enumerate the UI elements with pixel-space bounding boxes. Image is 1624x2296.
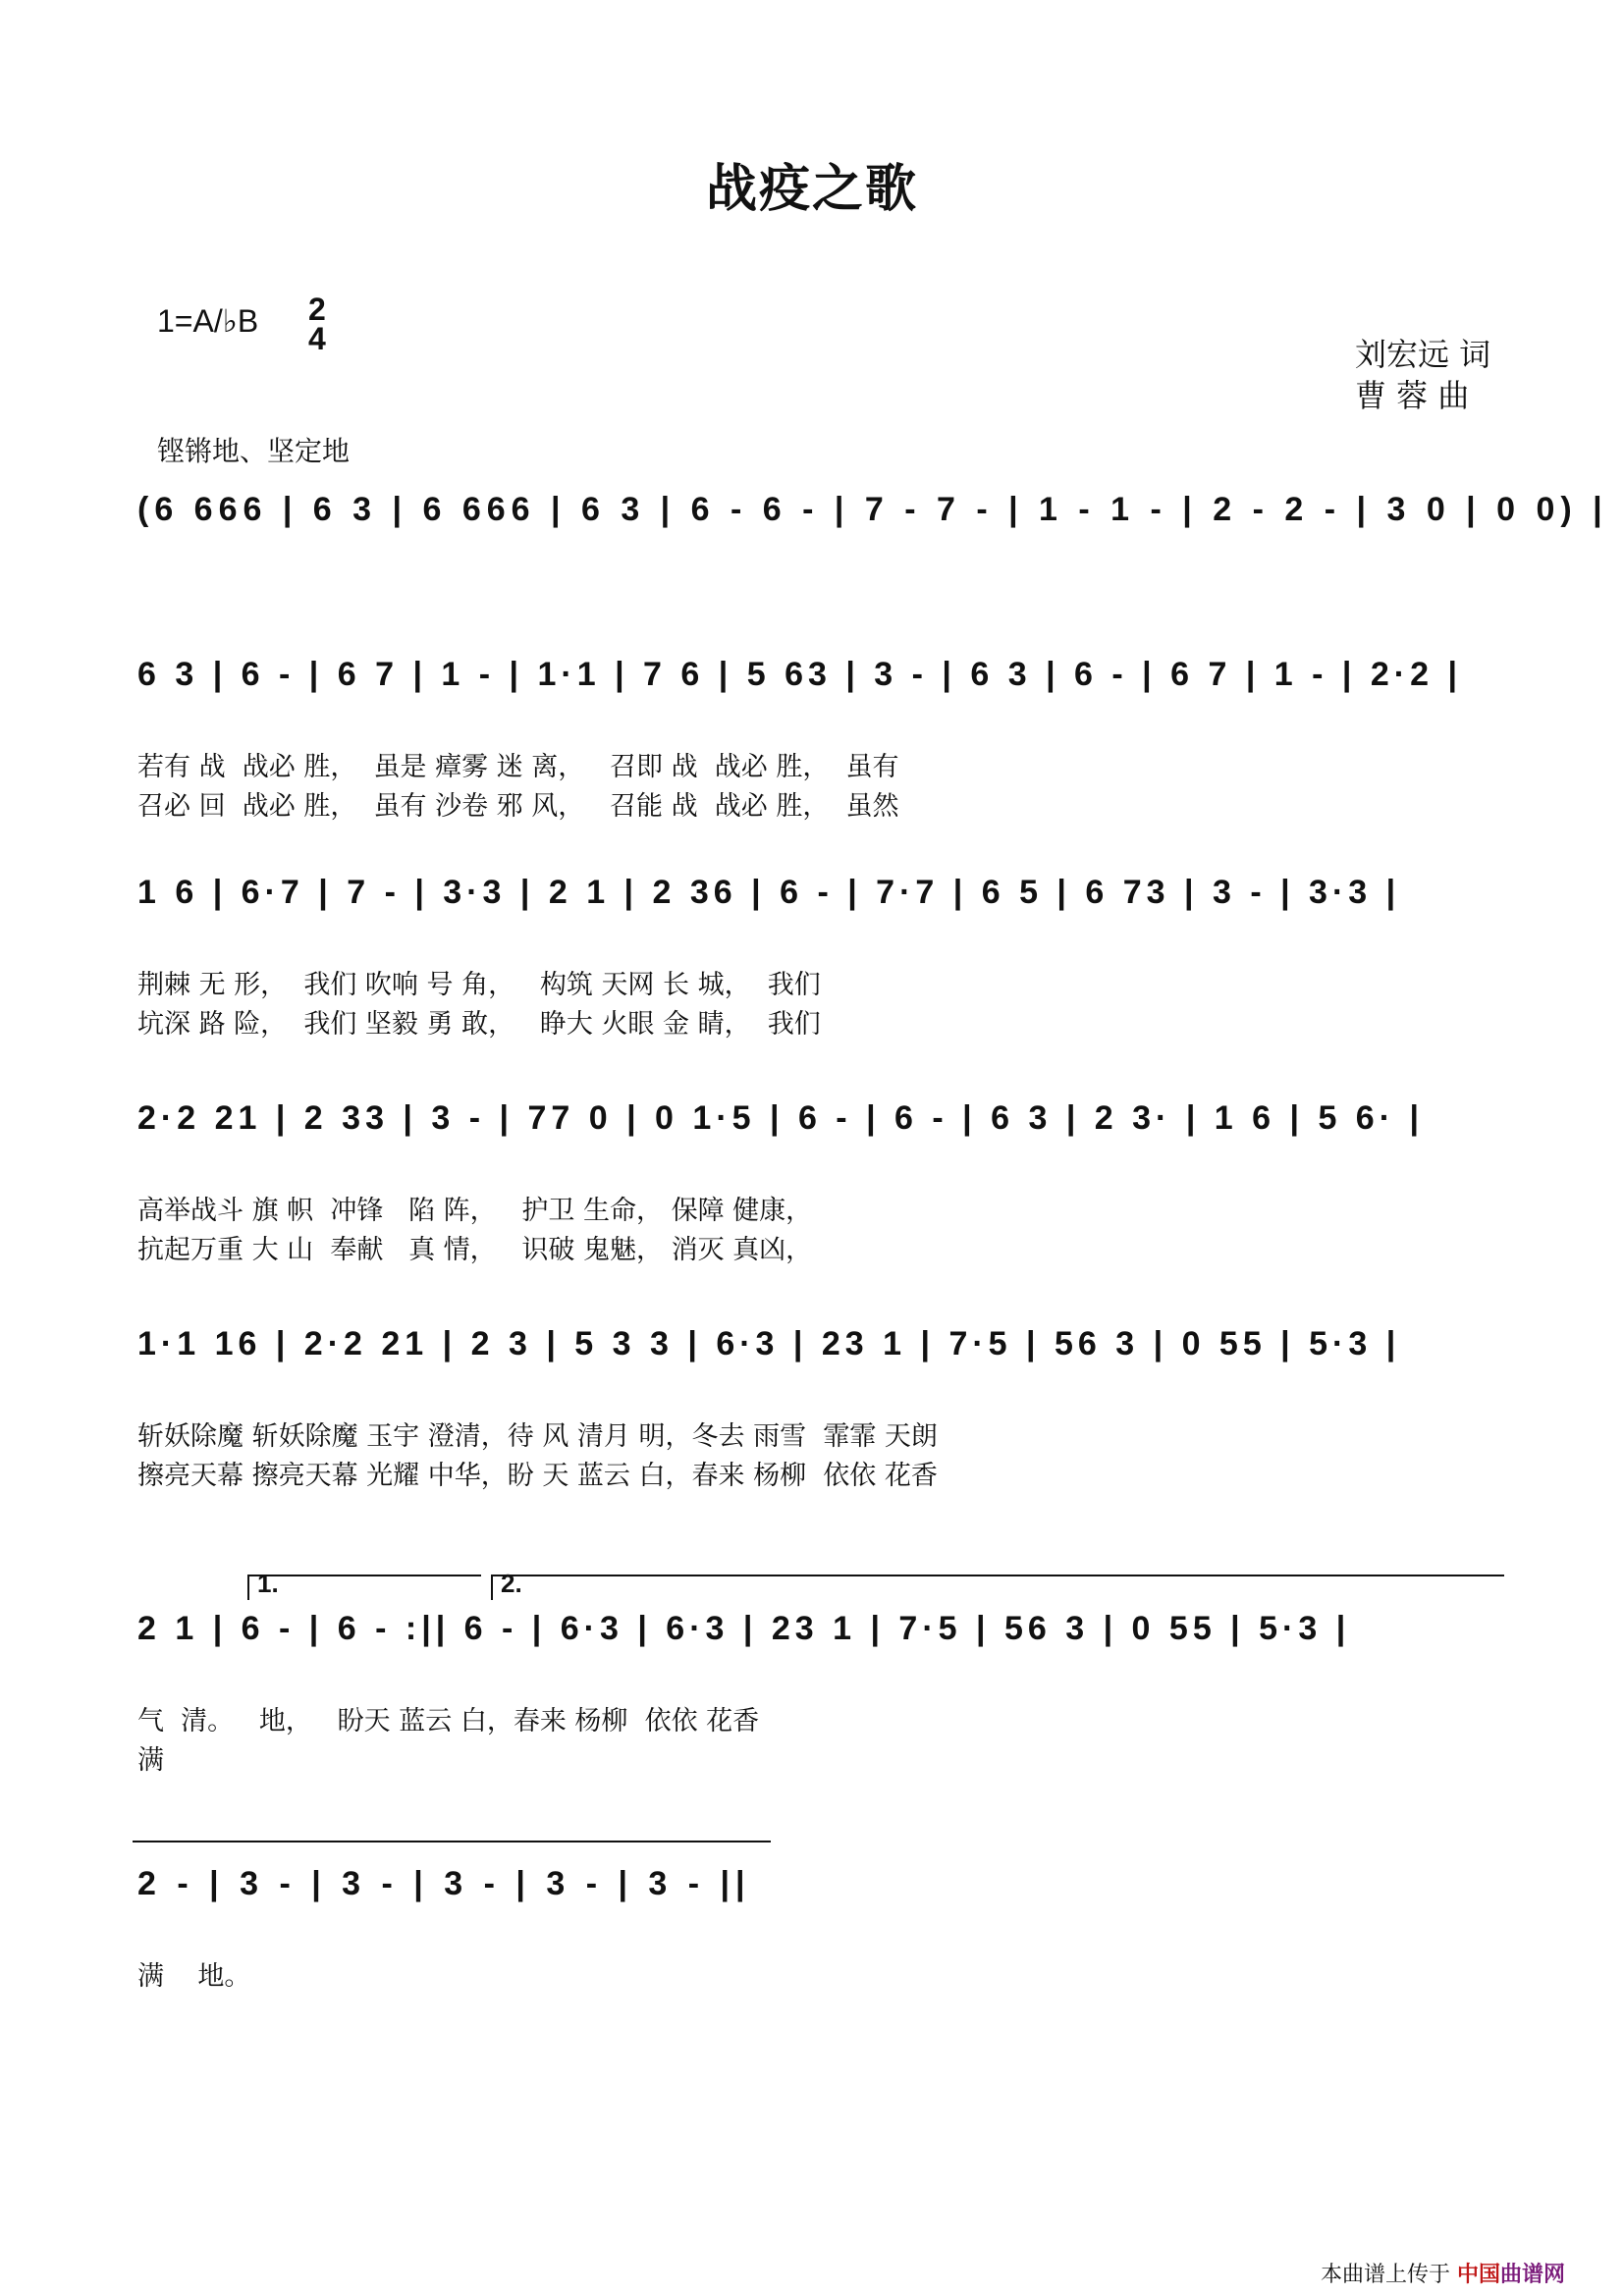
notation-line [137, 1325, 1512, 1384]
lyrics-verse-1 [137, 1669, 1512, 1736]
credits [1355, 334, 1490, 416]
notation-text: 6 3 | 6 - | 6 7 | 1 - | 1·1 | 7 6 | 5 63 | 3 - | 6 3 | 6 - | 6 7 | 1 - | 2·2 | [137, 656, 1462, 693]
notation-line [137, 1099, 1512, 1158]
volta-label-2: 2. [501, 1569, 522, 1598]
notation-text: 2 - | 3 - | 3 - | 3 - | 3 - | 3 - || [137, 1865, 751, 1902]
time-signature [308, 292, 326, 356]
lyrics-text: 高举战斗 旗 帜 冲锋 陷 阵， 护卫 生命， 保障 健康， [137, 1196, 813, 1226]
tempo-mark: 铿锵地、坚定地 [157, 435, 351, 467]
score-system-3 [137, 874, 1512, 1040]
lyricist-credit: 刘宏远 词 [1355, 336, 1491, 373]
score-system-2 [137, 656, 1512, 822]
lyrics-text: 坑深 路 险， 我们 坚毅 勇 敢， 睁大 火眼 金 睛， 我们 [137, 1009, 821, 1040]
notation-line [137, 491, 1608, 550]
score-system-1 [137, 491, 1608, 550]
lyrics-text: 若有 战 战必 胜， 虽是 瘴雾 迷 离， 召即 战 战必 胜， 虽有 [137, 752, 899, 782]
notation-line [137, 656, 1512, 715]
volta-bracket-2 [491, 1569, 1504, 1600]
lyrics-verse-1 [137, 715, 1512, 782]
site-brand[interactable]: 中国 [1457, 2263, 1501, 2287]
composer-credit: 曹 蓉 曲 [1355, 377, 1470, 414]
lyrics-verse-2 [137, 1198, 1512, 1265]
lyrics-verse-2 [137, 754, 1512, 822]
score-system-4 [137, 1099, 1512, 1265]
lyrics-verse-2 [137, 972, 1512, 1040]
score-system-6 [137, 1610, 1512, 1776]
lyrics-text: 气 清。 地， 盼天 蓝云 白，春来 杨柳 依依 花香 [137, 1706, 760, 1736]
lyrics-verse-2 [137, 1423, 1512, 1491]
time-numerator: 2 [308, 292, 326, 327]
notation-text: 1 6 | 6·7 | 7 - | 3·3 | 2 1 | 2 36 | 6 - | 7·7 | 6 5 | 6 73 | 3 - | 3·3 | [137, 874, 1401, 911]
key-signature: 1=A/♭B [157, 303, 259, 339]
upload-footer [1321, 2258, 1565, 2288]
lyrics-verse-1 [137, 1924, 1512, 1992]
lyrics-verse-1 [137, 1158, 1512, 1226]
site-brand-suffix[interactable]: 曲谱网 [1500, 2263, 1566, 2287]
notation-line [137, 1610, 1512, 1669]
score-system-5 [137, 1325, 1512, 1491]
lyrics-text: 抗起万重 大 山 奉献 真 情， 识破 鬼魅， 消灭 真凶， [137, 1235, 813, 1265]
lyrics-text: 满 [137, 1745, 164, 1776]
notation-line [137, 1865, 1512, 1924]
notation-text: 2·2 21 | 2 33 | 3 - | 77 0 | 0 1·5 | 6 - | 6 - | 6 3 | 2 3· | 1 6 | 5 6· | [137, 1099, 1424, 1137]
lyrics-text: 擦亮天幕 擦亮天幕 光耀 中华，盼 天 蓝云 白，春来 杨柳 依依 花香 [137, 1461, 938, 1491]
score-system-7 [137, 1865, 1512, 1992]
footer-prefix: 本曲谱上传于 [1321, 2263, 1451, 2287]
notation-text: 2 1 | 6 - | 6 - :|| 6 - | 6·3 | 6·3 | 23 1 | 7·5 | 56 3 | 0 55 | 5·3 | [137, 1610, 1351, 1647]
page-title: 战疫之歌 [705, 160, 918, 219]
notation-line [137, 874, 1512, 933]
notation-text: 1·1 16 | 2·2 21 | 2 3 | 5 3 3 | 6·3 | 23 1 | 7·5 | 56 3 | 0 55 | 5·3 | [137, 1325, 1401, 1362]
lyrics-verse-2 [137, 1708, 1512, 1776]
lyrics-text: 满 地。 [137, 1961, 251, 1992]
lyrics-text: 召必 回 战必 胜， 虽有 沙卷 邪 风， 召能 战 战必 胜， 虽然 [137, 791, 899, 822]
lyrics-text: 斩妖除魔 斩妖除魔 玉宇 澄清，待 风 清月 明，冬去 雨雪 霏霏 天朗 [137, 1421, 938, 1452]
volta-label-1: 1. [257, 1569, 279, 1598]
lyrics-verse-1 [137, 1384, 1512, 1452]
end-volta-line [133, 1841, 771, 1842]
time-denominator: 4 [308, 321, 326, 356]
lyrics-text: 荆棘 无 形， 我们 吹响 号 角， 构筑 天网 长 城， 我们 [137, 970, 821, 1000]
volta-bracket-1 [247, 1569, 481, 1600]
lyrics-verse-1 [137, 933, 1512, 1000]
notation-text: (6 666 | 6 3 | 6 666 | 6 3 | 6 - 6 - | 7 - 7 - | 1 - 1 - | 2 - 2 - | 3 0 | 0 0) | [137, 491, 1608, 528]
